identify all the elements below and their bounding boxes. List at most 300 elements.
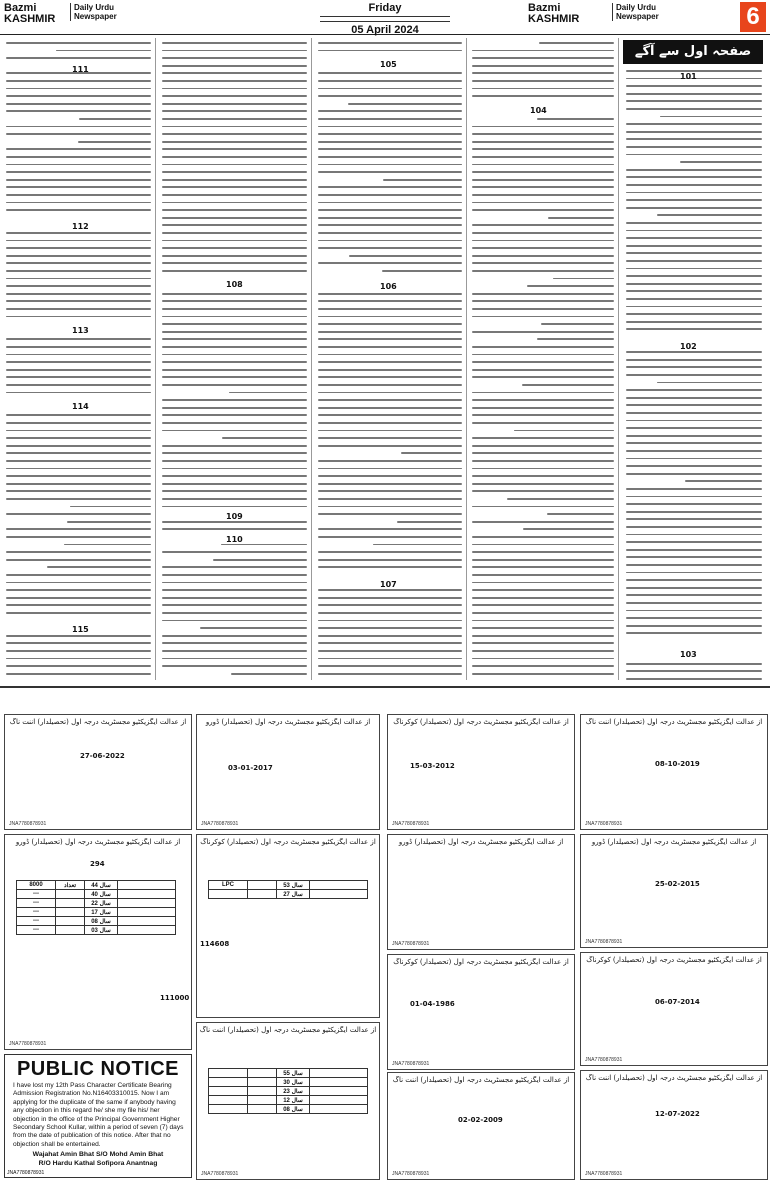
text-line — [6, 498, 151, 500]
text-line — [6, 95, 151, 97]
table-cell — [56, 917, 85, 926]
text-line — [472, 293, 614, 295]
text-line — [472, 665, 614, 667]
text-line — [6, 110, 151, 112]
text-line — [472, 57, 614, 59]
story-number: 108 — [226, 280, 243, 289]
masthead-right — [528, 2, 659, 25]
text-line — [472, 483, 614, 485]
text-line — [162, 521, 307, 523]
text-line — [318, 445, 462, 447]
text-line — [162, 164, 307, 166]
text-line — [318, 126, 462, 128]
text-line — [626, 450, 762, 452]
text-line — [318, 597, 462, 599]
section-banner: صفحہ اول سے آگے — [623, 40, 763, 64]
notice-title: از عدالت ایگزیکٹیو مجسٹریٹ درجہ اول (تحصیلدار) کوکرناگ — [586, 956, 762, 964]
text-line — [507, 498, 614, 500]
text-line — [6, 164, 151, 166]
text-line — [626, 298, 762, 300]
text-line — [47, 566, 151, 568]
text-line — [626, 245, 762, 247]
text-line — [6, 650, 151, 652]
text-line — [318, 612, 462, 614]
text-line — [162, 665, 307, 667]
text-line — [318, 171, 462, 173]
text-line — [6, 346, 151, 348]
text-line — [522, 384, 614, 386]
text-line — [318, 658, 462, 660]
table-cell — [310, 1087, 368, 1096]
text-line — [318, 536, 462, 538]
text-line — [626, 313, 762, 315]
text-line — [626, 260, 762, 262]
story-number: 101 — [680, 72, 697, 81]
text-line — [626, 473, 762, 475]
text-line — [162, 103, 307, 105]
text-line — [472, 620, 614, 622]
text-line — [626, 442, 762, 444]
text-line — [6, 414, 151, 416]
text-line — [318, 194, 462, 196]
text-line — [318, 110, 462, 112]
table-cell — [118, 908, 176, 917]
text-line — [162, 635, 307, 637]
text-line — [472, 369, 614, 371]
text-line — [318, 323, 462, 325]
table-cell — [56, 908, 85, 917]
text-line — [318, 559, 462, 561]
story-number: 102 — [680, 342, 697, 351]
text-line — [64, 544, 151, 546]
table-cell — [209, 1087, 248, 1096]
text-line — [6, 240, 151, 242]
notice-date: 27-06-2022 — [80, 752, 125, 760]
text-line — [626, 420, 762, 422]
text-line — [231, 673, 307, 675]
text-line — [6, 490, 151, 492]
table-cell — [310, 1105, 368, 1114]
text-line — [6, 528, 151, 530]
text-line — [472, 262, 614, 264]
text-line — [626, 283, 762, 285]
text-line — [162, 597, 307, 599]
text-line — [6, 133, 151, 135]
text-line — [318, 95, 462, 97]
notice-title: از عدالت ایگزیکٹیو مجسٹریٹ درجہ اول (تحصیلدار) اننت ناگ — [9, 718, 187, 726]
text-line — [318, 354, 462, 356]
text-line — [318, 361, 462, 363]
text-line — [541, 323, 614, 325]
table-cell — [118, 881, 176, 890]
notice-title: از عدالت ایگزیکٹیو مجسٹریٹ درجہ اول (تحصیلدار) اننت ناگ — [585, 1074, 763, 1082]
text-line — [318, 498, 462, 500]
notice-code: JNA7780878931 — [585, 1057, 623, 1063]
table-cell: 53 سال — [277, 881, 310, 890]
text-line — [318, 316, 462, 318]
text-line — [348, 103, 462, 105]
table-cell: 08 سال — [85, 917, 118, 926]
text-line — [318, 308, 462, 310]
text-line — [349, 255, 462, 257]
tagline-left: Daily Urdu Newspaper — [70, 3, 120, 21]
notice-signature — [5, 1151, 191, 1168]
court-notice — [580, 834, 768, 948]
text-line — [472, 148, 614, 150]
text-line — [472, 468, 614, 470]
text-line — [472, 422, 614, 424]
text-line — [472, 445, 614, 447]
text-line — [472, 209, 614, 211]
text-line — [472, 597, 614, 599]
table-cell — [209, 1096, 248, 1105]
text-line — [472, 399, 614, 401]
notice-title: از عدالت ایگزیکٹیو مجسٹریٹ درجہ اول (تحصیلدار) ڈورو — [205, 718, 371, 726]
notice-code: JNA7780878931 — [9, 821, 47, 827]
table-row — [209, 1069, 368, 1078]
text-line — [397, 521, 462, 523]
text-line — [318, 635, 462, 637]
text-line — [472, 437, 614, 439]
text-line — [626, 534, 762, 536]
text-line — [6, 179, 151, 181]
text-line — [162, 642, 307, 644]
text-line — [6, 673, 151, 675]
text-line — [626, 587, 762, 589]
text-line — [6, 171, 151, 173]
table-cell — [310, 881, 368, 890]
text-line — [472, 179, 614, 181]
text-line — [318, 186, 462, 188]
text-line — [162, 422, 307, 424]
text-line — [318, 627, 462, 629]
table-row — [17, 926, 176, 935]
text-line — [472, 460, 614, 462]
text-line — [162, 95, 307, 97]
text-line — [626, 374, 762, 376]
text-line — [6, 642, 151, 644]
text-line — [318, 224, 462, 226]
text-line — [472, 574, 614, 576]
column-divider — [155, 38, 156, 680]
text-line — [472, 133, 614, 135]
text-line — [6, 270, 151, 272]
text-line — [626, 435, 762, 437]
text-line — [6, 536, 151, 538]
table-cell: --- — [17, 926, 56, 935]
text-line — [626, 351, 762, 353]
text-line — [162, 498, 307, 500]
text-line — [626, 556, 762, 558]
text-line — [162, 483, 307, 485]
text-line — [318, 665, 462, 667]
text-line — [472, 376, 614, 378]
notice-date: 15-03-2012 — [410, 762, 455, 770]
text-line — [373, 544, 462, 546]
table-row — [209, 881, 368, 890]
text-line — [472, 171, 614, 173]
table-cell: 55 سال — [277, 1069, 310, 1078]
text-line — [162, 247, 307, 249]
text-line — [472, 202, 614, 204]
text-line — [626, 488, 762, 490]
text-line — [162, 308, 307, 310]
text-line — [162, 612, 307, 614]
text-line — [472, 72, 614, 74]
text-line — [318, 468, 462, 470]
table-cell: 08 سال — [277, 1105, 310, 1114]
text-line — [472, 414, 614, 416]
text-line — [472, 475, 614, 477]
notice-title: از عدالت ایگزیکٹیو مجسٹریٹ درجہ اول (تحصیلدار) ڈورو — [591, 838, 757, 846]
table-cell — [118, 917, 176, 926]
table-row — [17, 890, 176, 899]
masthead-left — [4, 2, 117, 25]
text-line — [472, 521, 614, 523]
land-details-table — [16, 880, 176, 935]
text-line — [318, 293, 462, 295]
text-line — [79, 118, 151, 120]
text-line — [318, 202, 462, 204]
text-line — [6, 384, 151, 386]
public-notice-title: PUBLIC NOTICE — [16, 1058, 180, 1080]
text-line — [162, 658, 307, 660]
date-block — [300, 2, 470, 36]
court-notice — [580, 714, 768, 830]
text-line — [6, 338, 151, 340]
text-line — [162, 126, 307, 128]
text-line — [472, 186, 614, 188]
text-line — [162, 156, 307, 158]
text-line — [56, 50, 151, 52]
text-line — [318, 392, 462, 394]
text-line — [6, 186, 151, 188]
column-divider — [466, 38, 467, 680]
text-line — [162, 270, 307, 272]
table-row — [209, 1078, 368, 1087]
text-line — [472, 247, 614, 249]
text-line — [162, 57, 307, 59]
notice-date: 12-07-2022 — [655, 1110, 700, 1118]
table-cell — [310, 1069, 368, 1078]
text-line — [472, 361, 614, 363]
text-line — [472, 156, 614, 158]
text-line — [318, 604, 462, 606]
text-line — [162, 445, 307, 447]
text-line — [472, 346, 614, 348]
text-line — [537, 338, 614, 340]
text-line — [401, 452, 462, 454]
notice-number: 111000 — [160, 994, 190, 1002]
text-line — [318, 164, 462, 166]
text-line — [162, 399, 307, 401]
text-line — [657, 382, 762, 384]
table-cell — [209, 1069, 248, 1078]
text-line — [657, 214, 762, 216]
table-cell — [248, 1069, 277, 1078]
text-line — [6, 194, 151, 196]
signature-address: R/O Hardu Kathal Sofipora Anantnag — [38, 1159, 158, 1167]
story-number: 107 — [380, 580, 397, 589]
text-line — [539, 42, 614, 44]
table-cell — [310, 1096, 368, 1105]
text-line — [162, 110, 307, 112]
text-line — [6, 232, 151, 234]
court-notice — [387, 834, 575, 950]
text-line — [162, 376, 307, 378]
text-line — [6, 582, 151, 584]
text-line — [6, 255, 151, 257]
text-line — [472, 642, 614, 644]
text-line — [626, 237, 762, 239]
text-line — [318, 673, 462, 675]
text-line — [680, 161, 762, 163]
text-line — [660, 116, 762, 118]
issue-day: Friday — [368, 2, 402, 14]
text-line — [162, 460, 307, 462]
text-line — [472, 589, 614, 591]
text-line — [626, 526, 762, 528]
text-line — [222, 437, 307, 439]
table-cell — [310, 890, 368, 899]
land-details-table — [208, 1068, 368, 1114]
notice-code: JNA7780878931 — [7, 1170, 45, 1176]
text-line — [472, 141, 614, 143]
text-line — [318, 156, 462, 158]
text-line — [626, 678, 762, 680]
table-cell: 30 سال — [277, 1078, 310, 1087]
text-line — [162, 88, 307, 90]
text-line — [6, 559, 151, 561]
text-line — [162, 384, 307, 386]
text-line — [626, 169, 762, 171]
table-cell: 17 سال — [85, 908, 118, 917]
text-line — [162, 262, 307, 264]
text-line — [383, 179, 462, 181]
text-line — [318, 338, 462, 340]
story-number: 106 — [380, 282, 397, 291]
court-notice — [387, 954, 575, 1070]
text-line — [162, 407, 307, 409]
text-line — [6, 597, 151, 599]
text-line — [626, 290, 762, 292]
text-line — [472, 407, 614, 409]
text-line — [6, 148, 151, 150]
text-line — [318, 240, 462, 242]
text-line — [626, 670, 762, 672]
text-line — [6, 300, 151, 302]
text-line — [472, 50, 614, 52]
text-line — [6, 468, 151, 470]
text-line — [6, 262, 151, 264]
text-line — [162, 316, 307, 318]
text-line — [6, 369, 151, 371]
text-line — [318, 475, 462, 477]
text-line — [382, 270, 462, 272]
text-line — [6, 293, 151, 295]
text-line — [472, 392, 614, 394]
text-line — [626, 404, 762, 406]
text-line — [472, 658, 614, 660]
table-cell — [248, 881, 277, 890]
table-cell — [56, 926, 85, 935]
public-notice-body: I have lost my 12th Pass Character Certificate Bearing Admission Registration No.N16403310015. Now I am applying for the duplicate of the same if anybody having any objection in this regard he/ she my file his/ her objection in the office of the Principal Government Higher Secondary School Kullar, within a period of seven (7) days from the date of publication of this notice. After that no objection shall be entertained. — [13, 1082, 184, 1148]
text-line — [6, 475, 151, 477]
text-line — [6, 392, 151, 394]
text-line — [472, 650, 614, 652]
table-row — [17, 908, 176, 917]
text-line — [6, 308, 151, 310]
text-line — [685, 480, 762, 482]
text-line — [626, 154, 762, 156]
text-line — [472, 316, 614, 318]
text-line — [162, 528, 307, 530]
text-line — [318, 399, 462, 401]
tagline-right: Daily Urdu Newspaper — [612, 3, 662, 21]
text-line — [6, 285, 151, 287]
text-line — [472, 559, 614, 561]
text-line — [162, 361, 307, 363]
text-line — [6, 658, 151, 660]
table-cell — [209, 1105, 248, 1114]
text-line — [229, 392, 307, 394]
text-line — [162, 582, 307, 584]
text-line — [162, 194, 307, 196]
story-number: 105 — [380, 60, 397, 69]
story-number: 115 — [72, 625, 89, 634]
text-line — [162, 620, 307, 622]
text-line — [162, 475, 307, 477]
text-line — [626, 222, 762, 224]
text-line — [318, 262, 462, 264]
notice-title: از عدالت ایگزیکٹیو مجسٹریٹ درجہ اول (تحصیلدار) کوکرناگ — [200, 838, 376, 846]
text-line — [162, 293, 307, 295]
notice-code: JNA7780878931 — [9, 1041, 47, 1047]
table-cell: 44 سال — [85, 881, 118, 890]
text-line — [6, 354, 151, 356]
notice-date: 02-02-2009 — [458, 1116, 503, 1124]
court-notice — [387, 1072, 575, 1180]
notice-code: JNA7780878931 — [392, 941, 430, 947]
court-notice — [4, 714, 192, 830]
text-line — [626, 366, 762, 368]
text-line — [318, 642, 462, 644]
text-line — [472, 65, 614, 67]
text-line — [318, 72, 462, 74]
text-line — [6, 445, 151, 447]
table-cell — [118, 926, 176, 935]
text-line — [626, 549, 762, 551]
table-cell — [248, 1096, 277, 1105]
text-line — [523, 528, 614, 530]
text-line — [318, 589, 462, 591]
text-line — [318, 407, 462, 409]
text-line — [162, 490, 307, 492]
text-line — [318, 217, 462, 219]
text-line — [162, 72, 307, 74]
text-line — [472, 255, 614, 257]
text-line — [537, 118, 614, 120]
notice-title: از عدالت ایگزیکٹیو مجسٹریٹ درجہ اول (تحصیلدار) اننت ناگ — [585, 718, 763, 726]
text-line — [162, 179, 307, 181]
notice-code: JNA7780878931 — [201, 821, 239, 827]
court-notice — [387, 714, 575, 830]
text-line — [6, 278, 151, 280]
text-line — [318, 369, 462, 371]
text-line — [626, 131, 762, 133]
text-line — [472, 354, 614, 356]
text-line — [162, 171, 307, 173]
